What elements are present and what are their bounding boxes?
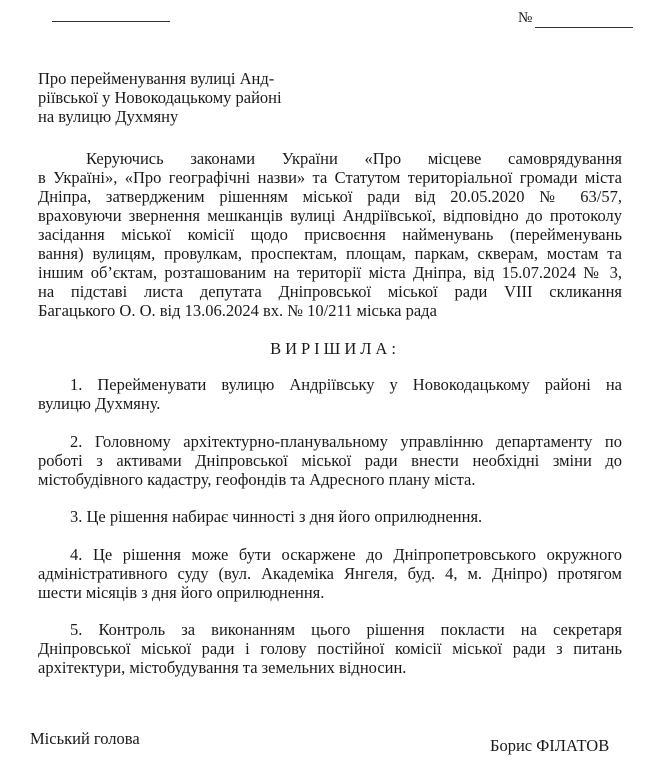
number-blank-line bbox=[535, 27, 633, 28]
date-blank-line bbox=[52, 21, 170, 22]
title-line: ріївської у Новокодацькому районі bbox=[38, 88, 282, 107]
item-line: шести місяців з дня його оприлюднення. bbox=[38, 583, 325, 602]
decision-heading: ВИРІШИЛА: bbox=[270, 339, 400, 358]
item-line: 2. Головному архітектурно-планувальному управлінню департаменту по bbox=[70, 432, 622, 451]
item-line: вулицю Духмяну. bbox=[38, 394, 161, 413]
item-line: Дніпровської міської ради і голову постійної комісії міської ради з питань bbox=[38, 639, 622, 658]
number-label: № bbox=[518, 10, 533, 26]
preamble-line: Дніпра, затвердженим рішенням міської ради від 20.05.2020 № 63/57, bbox=[38, 187, 622, 206]
signatory-name: Борис ФІЛАТОВ bbox=[490, 736, 610, 755]
item-line: 1. Перейменувати вулицю Андріївську у Новокодацькому районі на bbox=[70, 375, 622, 394]
item-line: 3. Це рішення набирає чинності з дня його оприлюднення. bbox=[70, 507, 483, 526]
preamble-line: іншим об’єктам, розташованим на території міста Дніпра, від 15.07.2024 № 3, bbox=[38, 263, 622, 282]
item-line: адміністративного суду (вул. Академіка Янгеля, буд. 4, м. Дніпро) протягом bbox=[38, 564, 622, 583]
item-line: роботі з активами Дніпровської міської ради внести необхідні зміни до bbox=[38, 451, 622, 470]
preamble-line: на підставі листа депутата Дніпровської міської ради VIII скликання bbox=[38, 282, 622, 301]
preamble-line: вання) вулицям, провулкам, проспектам, площам, паркам, скверам, мостам та bbox=[38, 244, 622, 263]
preamble-line: Керуючись законами України «Про місцеве самоврядування bbox=[86, 149, 622, 168]
title-line: Про перейменування вулиці Анд- bbox=[38, 69, 275, 88]
title-line: на вулицю Духмяну bbox=[38, 107, 179, 126]
item-line: містобудівного кадастру, геофондів та Адресного плану міста. bbox=[38, 470, 476, 489]
preamble-line: в Україні», «Про географічні назви» та Статутом територіальної громади міста bbox=[38, 168, 622, 187]
signatory-position: Міський голова bbox=[30, 729, 140, 748]
item-line: 4. Це рішення може бути оскаржене до Дніпропетровського окружного bbox=[70, 545, 622, 564]
preamble-line: засідання міської комісії щодо присвоєння найменувань (перейменувань bbox=[38, 225, 622, 244]
preamble-line: враховуючи звернення мешканців вулиці Андріївської, відповідно до протоколу bbox=[38, 206, 622, 225]
item-line: 5. Контроль за виконанням цього рішення покласти на секретаря bbox=[70, 620, 622, 639]
item-line: архітектури, містобудування та земельних відносин. bbox=[38, 658, 407, 677]
preamble-line: Багацького О. О. від 13.06.2024 вх. № 10/211 міська рада bbox=[38, 301, 437, 320]
